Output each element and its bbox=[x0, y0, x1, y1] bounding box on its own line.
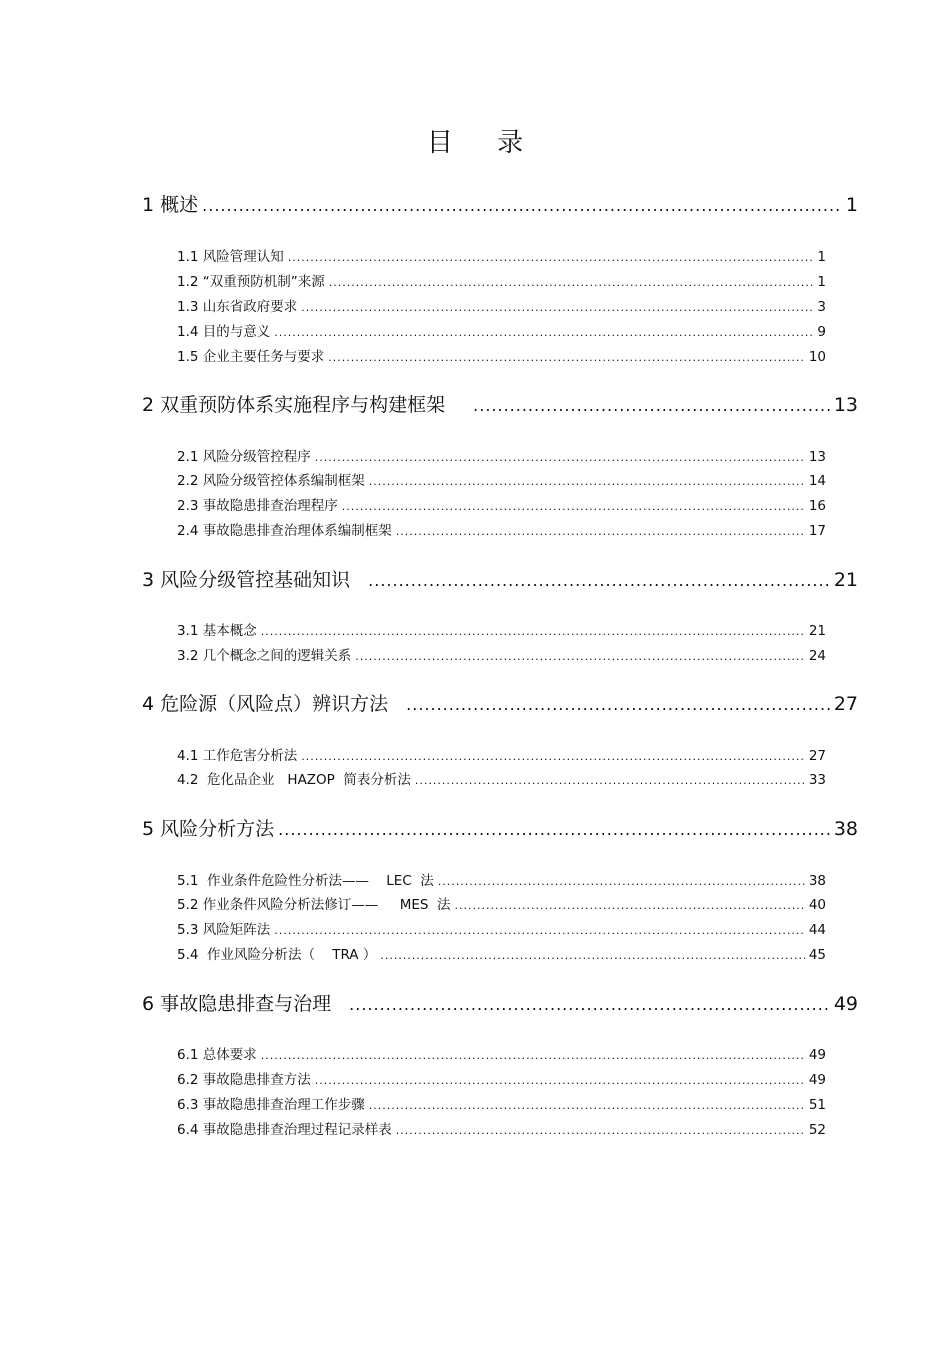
toc-label: 1.3 山东省政府要求 bbox=[177, 299, 298, 315]
toc-page: 10 bbox=[808, 349, 826, 365]
toc-page: 45 bbox=[808, 947, 826, 963]
toc-page: 49 bbox=[808, 1047, 826, 1063]
toc-label: 2.2 风险分级管控体系编制框架 bbox=[177, 473, 365, 489]
dot-leader bbox=[369, 475, 805, 488]
toc-entry-1-1[interactable] bbox=[177, 245, 826, 265]
toc-label: 4.1 工作危害分析法 bbox=[177, 748, 298, 764]
toc-page: 1 bbox=[817, 274, 826, 290]
toc-label: 1.1 风险管理认知 bbox=[177, 249, 284, 265]
toc-entry-6-3[interactable] bbox=[177, 1093, 826, 1113]
toc-page: 49 bbox=[808, 1072, 826, 1088]
toc-label: 6 事故隐患排查与治理 bbox=[142, 993, 332, 1015]
toc-label: 5.2 作业条件风险分析法修订—— MES 法 bbox=[177, 897, 451, 913]
dot-leader bbox=[328, 351, 805, 364]
toc-page: 14 bbox=[808, 473, 826, 489]
dot-leader bbox=[380, 949, 804, 962]
toc-entry-3[interactable] bbox=[142, 565, 858, 592]
page-title: 目 录 bbox=[426, 128, 542, 158]
dot-leader bbox=[261, 625, 805, 638]
toc-entry-2-4[interactable] bbox=[177, 519, 826, 539]
dot-leader bbox=[396, 525, 805, 538]
toc-entry-1-2[interactable] bbox=[177, 270, 826, 290]
toc-label: 1 概述 bbox=[142, 194, 199, 216]
toc-entry-6-4[interactable] bbox=[177, 1118, 826, 1138]
toc-entry-3-2[interactable] bbox=[177, 644, 826, 664]
toc-entry-5[interactable] bbox=[142, 814, 858, 841]
toc-page: 1 bbox=[845, 194, 858, 216]
toc-page: 24 bbox=[808, 648, 826, 664]
toc-label: 1.4 目的与意义 bbox=[177, 324, 271, 340]
toc-page: 52 bbox=[808, 1122, 826, 1138]
toc-label: 5 风险分析方法 bbox=[142, 818, 275, 840]
dot-leader bbox=[473, 396, 830, 415]
toc-entry-2[interactable] bbox=[142, 390, 858, 417]
toc-entry-1[interactable] bbox=[142, 190, 858, 217]
toc-page: 9 bbox=[817, 324, 826, 340]
toc-entry-2-1[interactable] bbox=[177, 445, 826, 465]
toc-page: 17 bbox=[808, 523, 826, 539]
toc-entry-1-5[interactable] bbox=[177, 345, 826, 365]
dot-leader bbox=[406, 695, 830, 714]
toc-entry-4-2[interactable] bbox=[177, 768, 826, 788]
dot-leader bbox=[288, 251, 814, 264]
toc-page: 49 bbox=[833, 993, 858, 1015]
dot-leader bbox=[369, 1099, 805, 1112]
toc-page: 38 bbox=[808, 873, 826, 889]
dot-leader bbox=[274, 924, 805, 937]
toc-label: 3 风险分级管控基础知识 bbox=[142, 569, 351, 591]
toc-label: 5.4 作业风险分析法（ TRA ） bbox=[177, 947, 377, 963]
toc-page: 1 bbox=[817, 249, 826, 265]
toc-label: 3.2 几个概念之间的逻辑关系 bbox=[177, 648, 352, 664]
dot-leader bbox=[261, 1049, 805, 1062]
toc-page: 40 bbox=[808, 897, 826, 913]
toc-label: 4 危险源（风险点）辨识方法 bbox=[142, 693, 389, 715]
toc-label: 5.1 作业条件危险性分析法—— LEC 法 bbox=[177, 873, 434, 889]
toc-label: 2.3 事故隐患排查治理程序 bbox=[177, 498, 338, 514]
toc-label: 1.5 企业主要任务与要求 bbox=[177, 349, 325, 365]
toc-page: 27 bbox=[808, 748, 826, 764]
toc-entry-5-1[interactable] bbox=[177, 869, 826, 889]
dot-leader bbox=[355, 650, 805, 663]
toc-entry-3-1[interactable] bbox=[177, 619, 826, 639]
toc-label: 6.3 事故隐患排查治理工作步骤 bbox=[177, 1097, 365, 1113]
dot-leader bbox=[301, 750, 805, 763]
toc-label: 2.4 事故隐患排查治理体系编制框架 bbox=[177, 523, 392, 539]
toc-page: 21 bbox=[808, 623, 826, 639]
toc-page: 16 bbox=[808, 498, 826, 514]
toc-entry-6-1[interactable] bbox=[177, 1043, 826, 1063]
dot-leader bbox=[301, 301, 813, 314]
dot-leader bbox=[315, 1074, 805, 1087]
toc-label: 6.4 事故隐患排查治理过程记录样表 bbox=[177, 1122, 392, 1138]
dot-leader bbox=[396, 1124, 805, 1137]
toc-label: 3.1 基本概念 bbox=[177, 623, 257, 639]
dot-leader bbox=[349, 995, 830, 1014]
dot-leader bbox=[368, 571, 830, 590]
toc-page: 3 bbox=[817, 299, 826, 315]
dot-leader bbox=[278, 820, 830, 839]
toc-entry-2-2[interactable] bbox=[177, 469, 826, 489]
toc-entry-6-2[interactable] bbox=[177, 1068, 826, 1088]
toc-page: 33 bbox=[808, 772, 826, 788]
dot-leader bbox=[455, 899, 805, 912]
toc-page: 51 bbox=[808, 1097, 826, 1113]
toc-label: 6.1 总体要求 bbox=[177, 1047, 257, 1063]
toc-page: 38 bbox=[833, 818, 858, 840]
toc-entry-2-3[interactable] bbox=[177, 494, 826, 514]
toc-entry-1-4[interactable] bbox=[177, 320, 826, 340]
dot-leader bbox=[438, 875, 805, 888]
toc-label: 2 双重预防体系实施程序与构建框架 bbox=[142, 394, 446, 416]
toc-page: 13 bbox=[808, 449, 826, 465]
toc-label: 6.2 事故隐患排查方法 bbox=[177, 1072, 311, 1088]
toc-entry-4-1[interactable] bbox=[177, 744, 826, 764]
toc-label: 5.3 风险矩阵法 bbox=[177, 922, 271, 938]
toc-page: 44 bbox=[808, 922, 826, 938]
toc-entry-5-4[interactable] bbox=[177, 943, 826, 963]
toc-entry-5-2[interactable] bbox=[177, 893, 826, 913]
dot-leader bbox=[202, 196, 842, 215]
toc-page: 13 bbox=[833, 394, 858, 416]
toc-entry-5-3[interactable] bbox=[177, 918, 826, 938]
toc-entry-6[interactable] bbox=[142, 989, 858, 1016]
toc-label: 2.1 风险分级管控程序 bbox=[177, 449, 311, 465]
dot-leader bbox=[274, 326, 813, 339]
dot-leader bbox=[415, 774, 805, 787]
dot-leader bbox=[342, 500, 805, 513]
toc-entry-1-3[interactable] bbox=[177, 295, 826, 315]
dot-leader bbox=[329, 276, 814, 289]
toc-page: 27 bbox=[833, 693, 858, 715]
dot-leader bbox=[315, 451, 805, 464]
toc-page: 21 bbox=[833, 569, 858, 591]
toc-label: 4.2 危化品企业 HAZOP 简表分析法 bbox=[177, 772, 411, 788]
toc-label: 1.2 “双重预防机制”来源 bbox=[177, 274, 325, 290]
toc-entry-4[interactable] bbox=[142, 689, 858, 716]
